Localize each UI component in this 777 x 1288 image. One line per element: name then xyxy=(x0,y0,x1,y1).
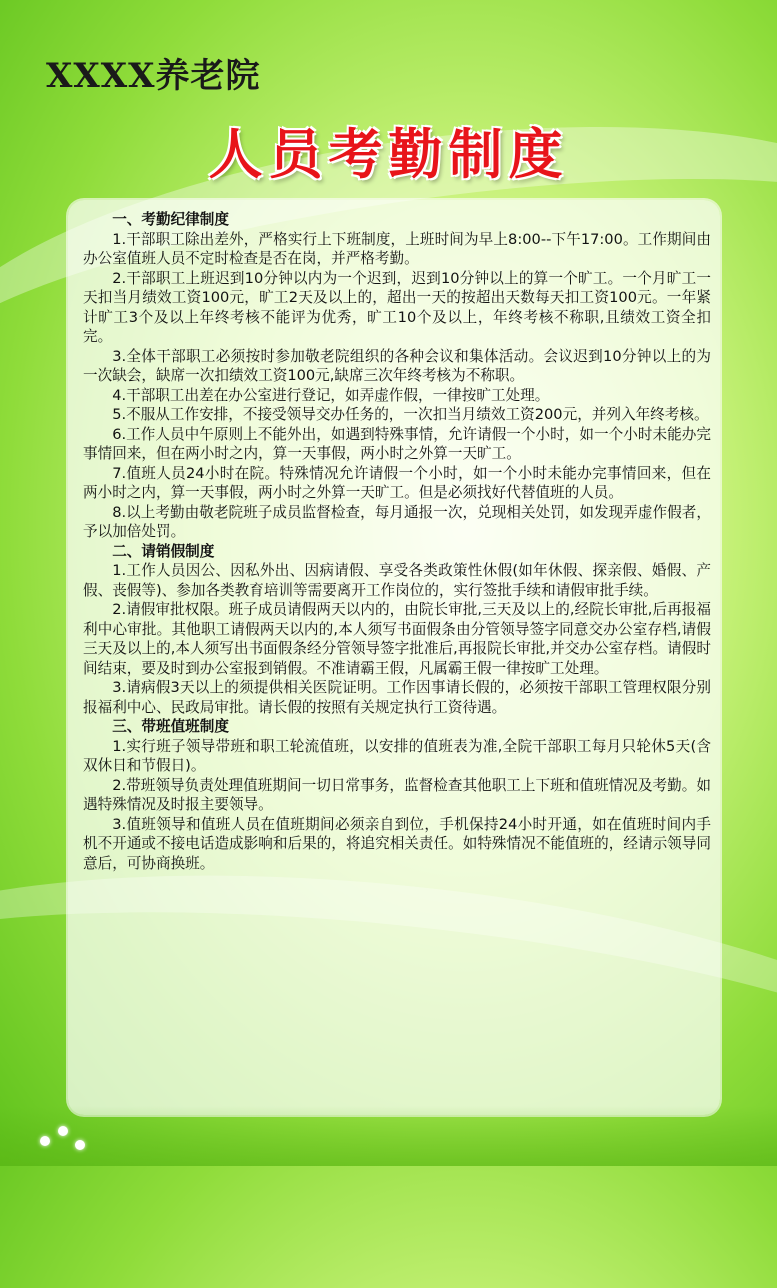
rule-item: 1.实行班子领导带班和职工轮流值班，以安排的值班表为准,全院干部职工每月只轮休5天(含双休日和节假日)。 xyxy=(83,737,711,774)
rule-item: 7.值班人员24小时在院。特殊情况允许请假一个小时，如一个小时未能办完事情回来，但在两小时之内，算一天事假，两小时之外算一天旷工。但是必须找好代替值班的人员。 xyxy=(83,464,711,501)
rule-item: 3.值班领导和值班人员在值班期间必须亲自到位，手机保持24小时开通，如在值班时间内手机不开通或不接电话造成影响和后果的，将追究相关责任。如特殊情况不能值班的，经请示领导同意后，可协商换班。 xyxy=(83,815,711,872)
flower-decoration xyxy=(75,1140,85,1150)
flower-decoration xyxy=(40,1136,50,1146)
section-heading: 二、请销假制度 xyxy=(112,542,215,560)
rule-item: 5.不服从工作安排，不接受领导交办任务的，一次扣当月绩效工资200元，并列入年终考核。 xyxy=(112,406,709,423)
rule-item: 6.工作人员中午原则上不能外出，如遇到特殊事情，允许请假一个小时，如一个小时未能办完事情回来，但在两小时之内，算一天事假，两小时之外算一天旷工。 xyxy=(83,425,711,462)
org-name: XXXX养老院 xyxy=(46,56,261,96)
rule-item: 4.干部职工出差在办公室进行登记，如弄虚作假，一律按旷工处理。 xyxy=(112,386,550,404)
rule-item: 1.干部职工除出差外，严格实行上下班制度，上班时间为早上8:00--下午17:00。工作期间由办公室值班人员不定时检查是否在岗，并严格考勤。 xyxy=(83,230,711,267)
rules-body xyxy=(83,210,711,873)
page-title: 人员考勤制度 xyxy=(208,123,569,186)
rule-item: 3.全体干部职工必须按时参加敬老院组织的各种会议和集体活动。会议迟到10分钟以上的为一次缺会，缺席一次扣绩效工资100元,缺席三次年终考核为不称职。 xyxy=(83,347,711,384)
rule-item: 3.请病假3天以上的须提供相关医院证明。工作因事请长假的，必须按干部职工管理权限分别报福利中心、民政局审批。请长假的按照有关规定执行工资待遇。 xyxy=(83,679,711,716)
rule-item: 8.以上考勤由敬老院班子成员监督检查，每月通报一次，兑现相关处罚，如发现弄虚作假者，予以加倍处罚。 xyxy=(83,503,711,540)
rule-item: 2.带班领导负责处理值班期间一切日常事务，监督检查其他职工上下班和值班情况及考勤。如遇特殊情况及时报主要领导。 xyxy=(83,776,711,813)
rule-item: 2.干部职工上班迟到10分钟以内为一个迟到，迟到10分钟以上的算一个旷工。一个月旷工一天扣当月绩效工资100元，旷工2天及以上的，超出一天的按超出天数每天扣工资100元。一年紧计旷工3个及以上年终考核不能评为优秀，旷工10个及以上，年终考核不称职,且绩效工资全扣完。 xyxy=(83,269,711,345)
rule-item: 2.请假审批权限。班子成员请假两天以内的，由院长审批,三天及以上的,经院长审批,后再报福利中心审批。其他职工请假两天以内的,本人须写书面假条由分管领导签字同意交办公室存档,请假三天及以上的,本人须写出书面假条经分管领导签字批准后,再报院长审批,并交办公室存档。请假时间结束，要及时到办公室报到销假。不准请霸王假，凡属霸王假一律按旷工处理。 xyxy=(83,601,711,677)
flower-decoration xyxy=(58,1126,68,1136)
section-heading: 三、带班值班制度 xyxy=(112,718,229,735)
section-heading: 一、考勤纪律制度 xyxy=(112,211,229,228)
grass-decoration xyxy=(0,1106,777,1166)
rule-item: 1.工作人员因公、因私外出、因病请假、享受各类政策性休假(如年休假、探亲假、婚假、产假、丧假等)、参加各类教育培训等需要离开工作岗位的，实行签批手续和请假审批手续。 xyxy=(83,562,711,599)
